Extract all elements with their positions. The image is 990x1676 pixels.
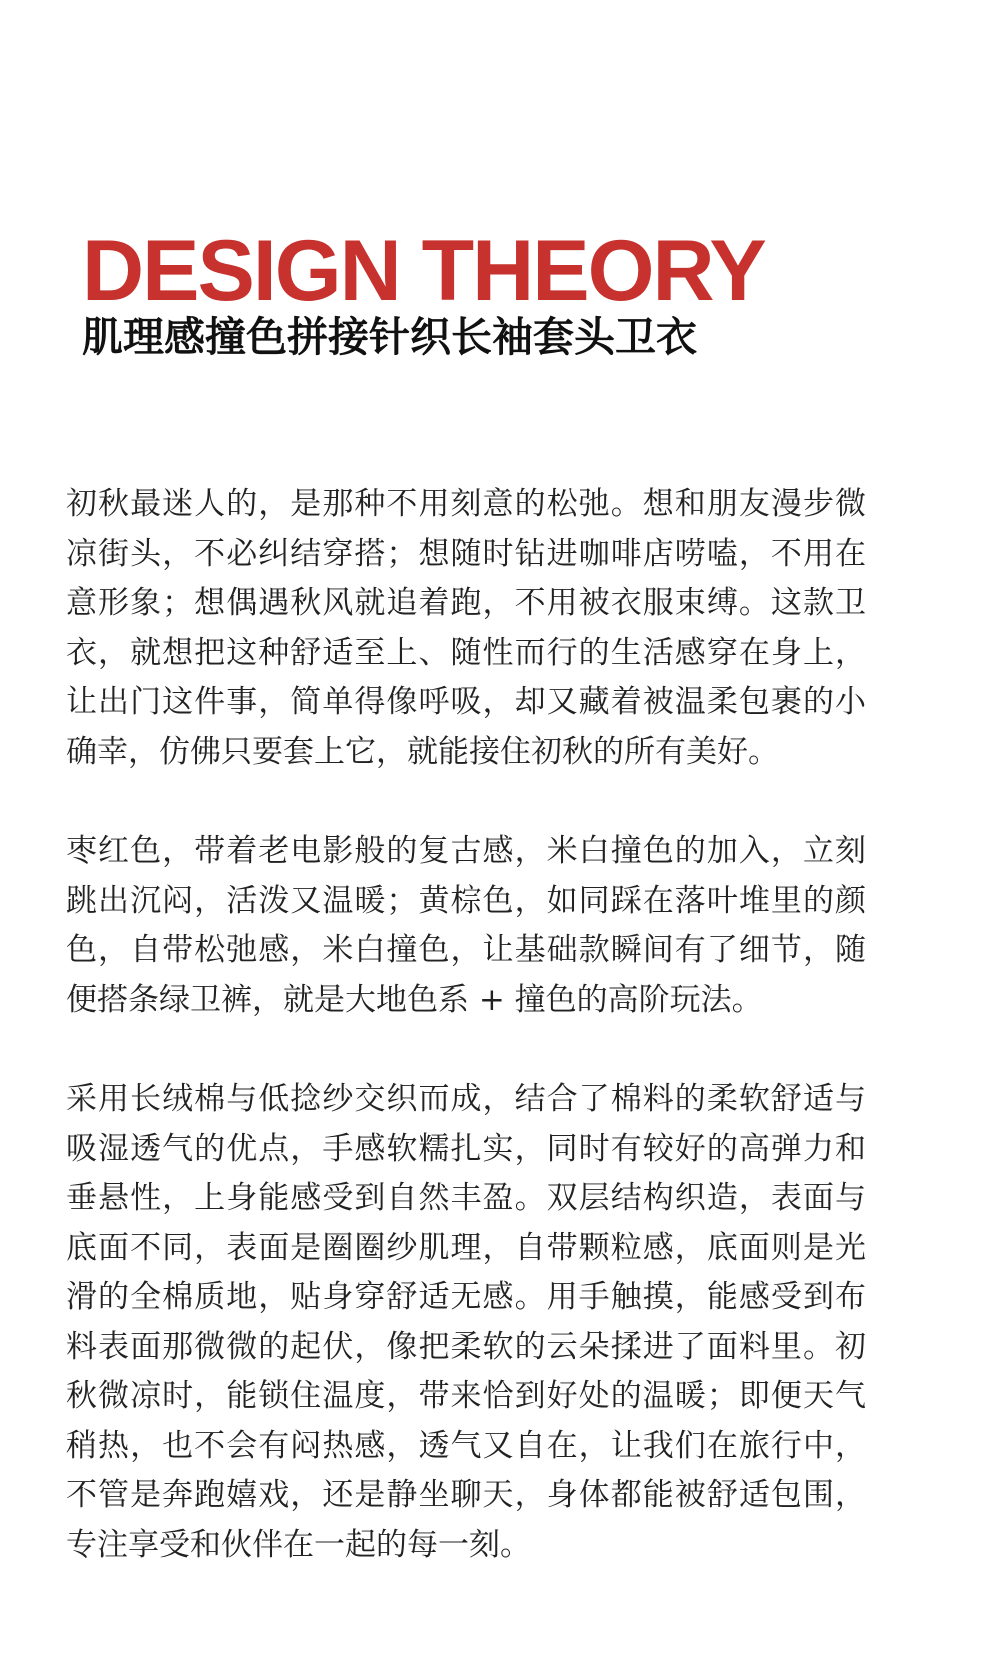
paragraph-colors: 枣红色，带着老电影般的复古感，米白撞色的加入，立刻跳出沉闷，活泼又温暖；黄棕色，如同踩在落叶堆里的颜色，自带松弛感，米白撞色，让基础款瞬间有了细节，随便搭条绿卫裤，就是大地色系 + 撞色的高阶玩法。 [66,833,866,1018]
paragraph-intro: 初秋最迷人的，是那种不用刻意的松弛。想和朋友漫步微凉街头，不必纠结穿搭；想随时钻进咖啡店唠嗑，不用在意形象；想偶遇秋风就追着跑，不用被衣服束缚。这款卫衣，就想把这种舒适至上、随性而行的生活感穿在身上，让出门这件事，简单得像呼吸，却又藏着被温柔包裹的小确幸，仿佛只要套上它，就能接住初秋的所有美好。 [66,486,866,770]
section-title-english: DESIGN THEORY [82,223,765,319]
product-title: 肌理感撞色拼接针织长袖套头卫衣 [82,313,697,361]
paragraph-fabric: 采用长绒棉与低捻纱交织而成，结合了棉料的柔软舒适与吸湿透气的优点，手感软糯扎实，同时有较好的高弹力和垂悬性，上身能感受到自然丰盈。双层结构织造，表面与底面不同，表面是圈圈纱肌理，自带颗粒感，底面则是光滑的全棉质地，贴身穿舒适无感。用手触摸，能感受到布料表面那微微的起伏，像把柔软的云朵揉进了面料里。初秋微凉时，能锁住温度，带来恰到好处的温暖；即便天气稍热，也不会有闷热感，透气又自在，让我们在旅行中，不管是奔跑嬉戏，还是静坐聊天，身体都能被舒适包围，专注享受和伙伴在一起的每一刻。 [66,1081,866,1563]
